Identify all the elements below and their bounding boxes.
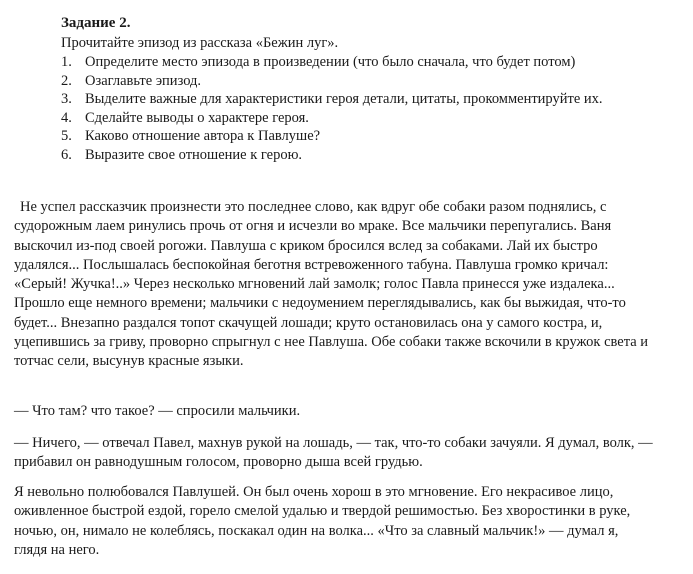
list-item	[61, 146, 661, 165]
list-item	[61, 90, 661, 109]
list-item-number: 5.	[61, 128, 72, 145]
list-item-number: 1.	[61, 54, 72, 70]
list-item	[61, 127, 661, 146]
list-item-text: Определите место эпизода в произведении (что было сначала, что будет потом)	[85, 54, 576, 70]
passage-paragraph-4: Я невольно полюбовался Павлушей. Он был очень хорош в это мгновение. Его некрасивое лицо, оживленное быстрой ездой, горело смелой удалью и твердой решимостью. Без хворостинки в руке, ночью, он, нимало не колеблясь, поскакал один на волка... «Что за славный мальчик!» — думал я, глядя на него.	[14, 484, 631, 558]
passage-paragraph-3: — Ничего, — отвечал Павел, махнув рукой на лошадь, — так, что-то собаки зачуяли. Я думал, волк, — прибавил он равнодушным голосом, проворно дыша всей грудью.	[14, 435, 653, 471]
passage-paragraph-1: Не успел рассказчик произнести это последнее слово, как вдруг обе собаки разом поднялись, с судорожным лаем ринулись прочь от огня и исчезли во мраке. Все мальчики перепугались. Ваня выскочил из-под своей рогожи. Павлуша с криком бросился вслед за собаками. Лай их быстро удалялся... Послышалась беспокойная беготня встревоженного табуна. Павлуша громко кричал: «Серый! Жучка!..» Через несколько мгновений лай замолк; голос Павла принесся уже издалека... Прошло еще немного времени; мальчики с недоумением переглядывались, как бы выжидая, что-то будет... Внезапно раздался топот скачущей лошади; круто остановилась она у самого костра, и, уцепившись за гриву, проворно спрыгнул с нее Павлуша. Обе собаки также вскочили в кружок света и тотчас сели, высунув красные языки.	[14, 199, 649, 370]
list-item-text: Каково отношение автора к Павлуше?	[85, 128, 321, 145]
list-item	[61, 72, 661, 91]
list-item-number: 4.	[61, 109, 72, 126]
list-item-number: 6.	[61, 146, 72, 163]
list-item-text: Выделите важные для характеристики героя детали, цитаты, прокомментируйте их.	[85, 91, 603, 108]
list-item	[61, 53, 661, 72]
list-item-number: 2.	[61, 72, 72, 89]
task-intro: Прочитайте эпизод из рассказа «Бежин луг».	[61, 35, 339, 51]
list-item-text: Сделайте выводы о характере героя.	[85, 109, 309, 126]
list-item-text: Выразите свое отношение к герою.	[85, 146, 303, 163]
list-item	[61, 109, 661, 128]
task-title: Задание 2.	[61, 15, 131, 31]
passage-paragraph-2: — Что там? что такое? — спросили мальчики.	[14, 403, 301, 419]
task-list	[61, 53, 661, 165]
list-item-text: Озаглавьте эпизод.	[85, 72, 202, 89]
list-item-number: 3.	[61, 91, 72, 108]
